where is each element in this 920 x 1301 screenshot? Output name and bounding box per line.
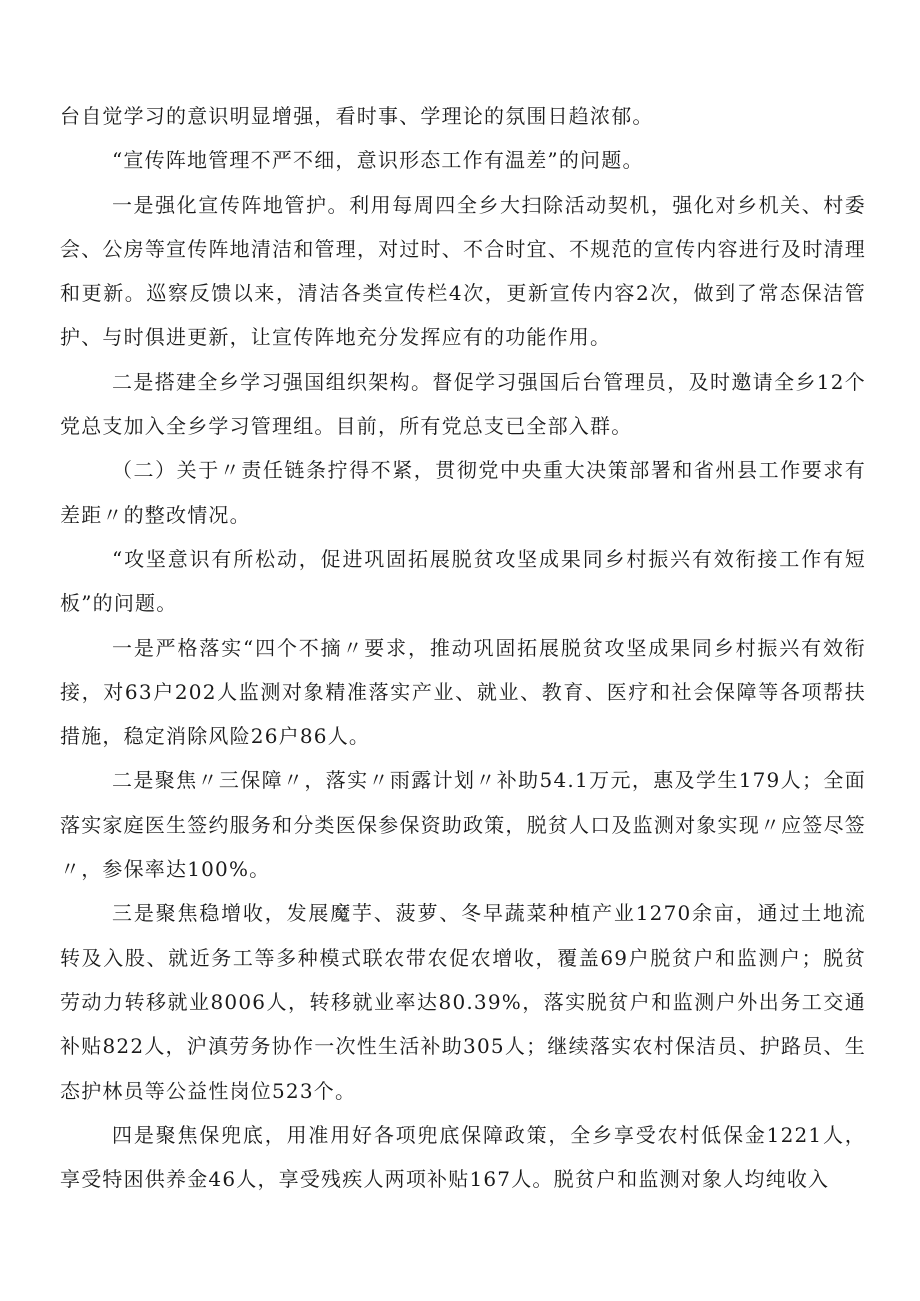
paragraph-poverty-measure-1: 一是严格落实“四个不摘〃要求，推动巩固拓展脱贫攻坚成果同乡村振兴有效衔接，对63户202人监测对象精准落实产业、就业、教育、医疗和社会保障等各项帮扶措施，稳定消除风险26户86人。 <box>60 635 866 749</box>
document-body <box>60 94 866 1201</box>
paragraph-issue-propaganda: “宣传阵地管理不严不细，意识形态工作有温差”的问题。 <box>112 148 644 173</box>
paragraph-measure-2: 二是搭建全乡学习强国组织架构。督促学习强国后台管理员，及时邀请全乡12个党总支加入全乡学习管理组。目前，所有党总支已全部入群。 <box>60 369 866 439</box>
paragraph-continuation: 台自觉学习的意识明显增强，看时事、学理论的氛围日趋浓郁。 <box>60 104 654 128</box>
paragraph-measure-1: 一是强化宣传阵地管护。利用每周四全乡大扫除活动契机，强化对乡机关、村委会、公房等宣传阵地清洁和管理，对过时、不合时宜、不规范的宣传内容进行及时清理和更新。巡察反馈以来，清洁各类宣传栏4次，更新宣传内容2次，做到了常态保洁管护、与时俱进更新，让宣传阵地充分发挥应有的功能作用。 <box>60 192 866 350</box>
paragraph-issue-poverty: “攻坚意识有所松动，促进巩固拓展脱贫攻坚成果同乡村振兴有效衔接工作有短板”的问题。 <box>60 546 866 616</box>
section-heading-2: （二）关于〃责任链条拧得不紧，贯彻党中央重大决策部署和省州县工作要求有差距〃的整改情况。 <box>60 458 866 527</box>
paragraph-poverty-measure-2: 二是聚焦〃三保障〃，落实〃雨露计划〃补助54.1万元，惠及学生179人；全面落实家庭医生签约服务和分类医保参保资助政策，脱贫人口及监测对象实现〃应签尽签〃，参保率达100%。 <box>60 768 866 882</box>
paragraph-poverty-measure-4: 四是聚焦保兜底，用准用好各项兜底保障政策，全乡享受农村低保金1221人，享受特困供养金46人，享受残疾人两项补贴167人。脱贫户和监测对象人均纯收入 <box>60 1122 866 1192</box>
paragraph-poverty-measure-3: 三是聚焦稳增收，发展魔芋、菠萝、冬早蔬菜种植产业1270余亩，通过土地流转及入股、就近务工等多种模式联农带农促农增收，覆盖69户脱贫户和监测户；脱贫劳动力转移就业8006人，转移就业率达80.39%，落实脱贫户和监测户外出务工交通补贴822人，沪滇劳务协作一次性生活补助305人；继续落实农村保洁员、护路员、生态护林员等公益性岗位523个。 <box>60 901 866 1103</box>
